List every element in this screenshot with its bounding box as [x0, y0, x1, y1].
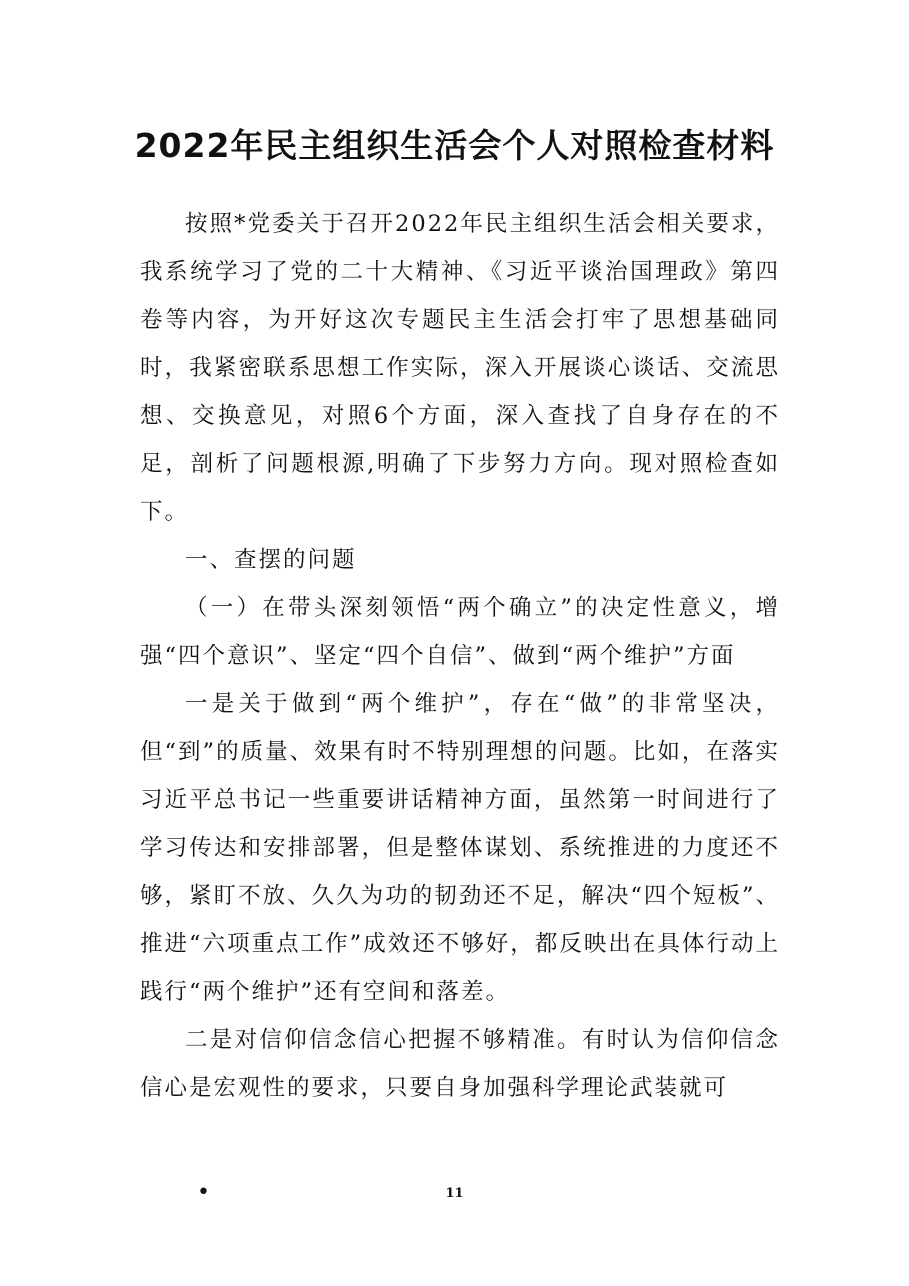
- document-body: [140, 200, 780, 1112]
- subsection-heading: （一）在带头深刻领悟“两个确立”的决定性意义，增强“四个意识”、坚定“四个自信”、做到“两个维护”方面: [140, 595, 780, 669]
- point-two-paragraph: 二是对信仰信念信心把握不够精准。有时认为信仰信念信心是宏观性的要求，只要自身加强科学理论武装就可: [140, 1027, 780, 1101]
- footer-bullet: •: [197, 1180, 210, 1205]
- intro-paragraph: 按照*党委关于召开2022年民主组织生活会相关要求，我系统学习了党的二十大精神、《习近平谈治国理政》第四卷等内容，为开好这次专题民主生活会打牢了思想基础同时，我紧密联系思想工作实际，深入开展谈心谈话、交流思想、交换意见，对照6个方面，深入查找了自身存在的不足，剖析了问题根源,明确了下步努力方向。现对照检查如下。: [140, 211, 780, 525]
- point-one-paragraph: 一是关于做到“两个维护”，存在“做”的非常坚决，但“到”的质量、效果有时不特别理想的问题。比如，在落实习近平总书记一些重要讲话精神方面，虽然第一时间进行了学习传达和安排部署，但是整体谋划、系统推进的力度还不够，紧盯不放、久久为功的韧劲还不足，解决“四个短板”、推进“六项重点工作”成效还不够好，都反映出在具体行动上践行“两个维护”还有空间和落差。: [140, 691, 780, 1005]
- section-heading: 一、查摆的问题: [185, 547, 357, 573]
- page-number: 11: [445, 1186, 464, 1201]
- document-title: 2022年民主组织生活会个人对照检查材料: [134, 126, 775, 165]
